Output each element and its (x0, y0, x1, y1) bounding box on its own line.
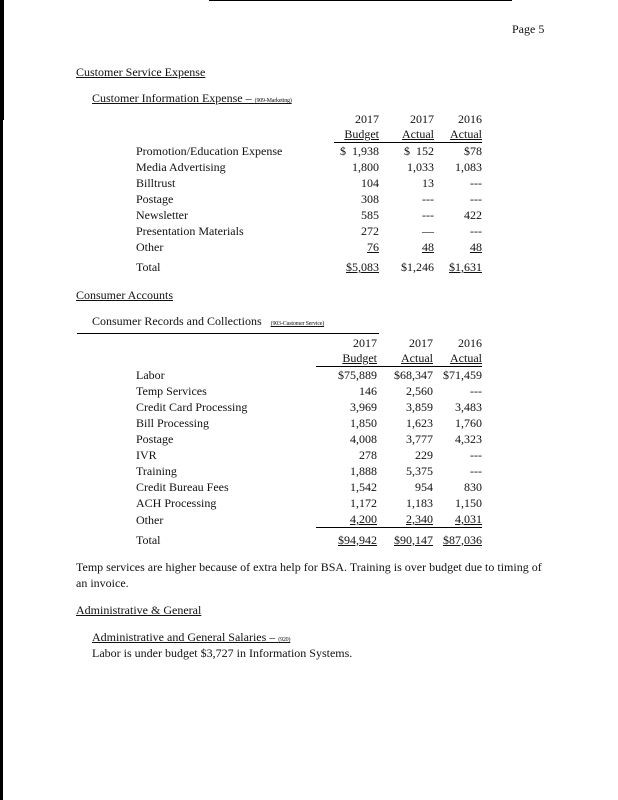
subheading-consumer-records (92, 314, 324, 329)
row-label: Promotion/Education Expense (136, 144, 283, 158)
row-label: Other (136, 240, 164, 254)
table-row (136, 367, 482, 384)
row-label: Credit Bureau Fees (136, 480, 229, 494)
cell-budget: $ 1,938 (340, 144, 379, 158)
cell-actual-2016: --- (470, 192, 482, 206)
subheading-text: Administrative and General Salaries – (92, 630, 279, 644)
total-budget: $5,083 (346, 260, 379, 274)
col-year: 2016 (458, 336, 482, 350)
subheading-code: (903-Customer Service) (270, 321, 325, 327)
cell-actual-2016: 1,083 (455, 160, 482, 174)
subheading-code: (920) (278, 637, 291, 643)
table-total-row (136, 528, 482, 548)
scan-top-rule (209, 0, 512, 1)
cell-actual-2017: --- (422, 192, 434, 206)
customer-information-expense-table (136, 112, 482, 275)
row-label: Labor (136, 368, 165, 382)
column-year-row (136, 336, 482, 351)
col-year: 2017 (409, 336, 433, 350)
cell-actual-2016: 4,031 (455, 512, 482, 526)
cell-budget: 1,172 (350, 496, 377, 510)
col-year: 2017 (410, 112, 434, 126)
cell-budget: $75,889 (338, 368, 377, 382)
cell-actual-2017: 48 (422, 240, 434, 254)
table-row (136, 447, 482, 463)
row-label: Other (136, 512, 164, 527)
cell-actual-2016: 1,760 (455, 416, 482, 430)
row-label: Postage (136, 432, 174, 446)
cell-budget: 1,888 (350, 464, 377, 478)
table-row (136, 511, 482, 528)
cell-actual-2016: 1,150 (455, 496, 482, 510)
table-row (136, 383, 482, 399)
cell-actual-2017: 5,375 (406, 464, 433, 478)
cell-actual-2016: 4,323 (455, 432, 482, 446)
row-label: Newsletter (136, 208, 188, 222)
cell-actual-2016: --- (470, 448, 482, 462)
total-budget: $94,942 (338, 532, 377, 547)
col-label-budget: Budget (342, 351, 377, 365)
cell-actual-2017: 954 (415, 480, 433, 494)
cell-actual-2017: 2,340 (406, 512, 433, 526)
section-divider (77, 333, 379, 334)
cell-budget: 1,850 (350, 416, 377, 430)
cell-budget: 104 (361, 176, 379, 190)
table-row (136, 223, 482, 239)
total-actual-2016: $87,036 (443, 532, 482, 547)
cell-actual-2017: 1,623 (406, 416, 433, 430)
cell-actual-2016: --- (470, 176, 482, 190)
table-row (136, 159, 482, 175)
cell-actual-2016: 422 (464, 208, 482, 222)
cell-actual-2016: 830 (464, 480, 482, 494)
table-row (136, 463, 482, 479)
subheading-text: Consumer Records and Collections (92, 314, 262, 328)
col-label-actual-2016: Actual (450, 127, 482, 141)
row-label: Media Advertising (136, 160, 226, 174)
scan-left-border-thick (2, 0, 4, 120)
row-label: Temp Services (136, 384, 207, 398)
table-row (136, 431, 482, 447)
col-label-budget: Budget (344, 127, 379, 141)
consumer-records-table (136, 336, 482, 548)
table-row (136, 399, 482, 415)
cell-actual-2016: 3,483 (455, 400, 482, 414)
cell-actual-2016: --- (470, 384, 482, 398)
row-label: ACH Processing (136, 496, 217, 510)
cell-actual-2016: 48 (470, 240, 482, 254)
section-heading-admin-general: Administrative & General (76, 603, 202, 617)
total-actual-2016: $1,631 (449, 260, 482, 274)
table-row (136, 479, 482, 495)
cell-budget: 308 (361, 192, 379, 206)
row-label: Presentation Materials (136, 224, 244, 238)
cell-actual-2017: --- (422, 208, 434, 222)
table-row (136, 191, 482, 207)
cell-budget: 146 (359, 384, 377, 398)
col-label-actual-2017: Actual (401, 351, 433, 365)
section-heading-consumer-accounts: Consumer Accounts (76, 288, 173, 302)
col-label-actual-2017: Actual (402, 127, 434, 141)
cell-budget: 1,542 (350, 480, 377, 494)
row-label: Bill Processing (136, 416, 210, 430)
total-actual-2017: $90,147 (394, 532, 433, 547)
total-label: Total (136, 532, 161, 547)
cell-actual-2017: 3,777 (406, 432, 433, 446)
table-row (136, 495, 482, 511)
cell-actual-2016: $78 (464, 144, 482, 158)
cell-budget: 585 (361, 208, 379, 222)
cell-actual-2017: 1,183 (406, 496, 433, 510)
cell-budget: 76 (367, 240, 379, 254)
consumer-accounts-note: Temp services are higher because of extra help for BSA. Training is over budget due to timing of an invoice. (76, 560, 542, 590)
cell-budget: 4,008 (350, 432, 377, 446)
cell-budget: 4,200 (350, 512, 377, 526)
subheading-admin-general-salaries (92, 630, 290, 645)
cell-budget: 272 (361, 224, 379, 238)
table-row (136, 415, 482, 431)
col-year: 2017 (353, 336, 377, 350)
cell-actual-2017: 13 (422, 176, 434, 190)
table-total-row (136, 255, 482, 275)
table-row (136, 207, 482, 223)
col-year: 2016 (458, 112, 482, 126)
row-label: Postage (136, 192, 174, 206)
row-label: Training (136, 464, 177, 478)
column-label-row (136, 351, 482, 367)
row-label: Credit Card Processing (136, 400, 248, 414)
column-label-row (136, 127, 482, 143)
cell-actual-2017: 229 (415, 448, 433, 462)
subheading-customer-information-expense (92, 91, 292, 106)
scan-left-border (0, 0, 3, 800)
cell-actual-2017: $68,347 (394, 368, 433, 382)
table-row (136, 175, 482, 191)
row-label: Billtrust (136, 176, 176, 190)
table-row (136, 143, 482, 160)
cell-budget: 3,969 (350, 400, 377, 414)
cell-actual-2016: $71,459 (443, 368, 482, 382)
cell-actual-2017: 2,560 (406, 384, 433, 398)
cell-actual-2017: 1,033 (407, 160, 434, 174)
cell-budget: 1,800 (352, 160, 379, 174)
table-row (136, 239, 482, 255)
admin-general-note: Labor is under budget $3,727 in Information Systems. (92, 646, 353, 660)
cell-actual-2017: — (422, 224, 434, 238)
cell-actual-2017: 3,859 (406, 400, 433, 414)
cell-actual-2017: $ 152 (404, 144, 434, 158)
col-year: 2017 (355, 112, 379, 126)
column-year-row (136, 112, 482, 127)
row-label: IVR (136, 448, 157, 462)
cell-actual-2016: --- (470, 224, 482, 238)
subheading-text: Customer Information Expense – (92, 91, 255, 105)
total-label: Total (136, 260, 161, 274)
page-number: Page 5 (512, 22, 545, 36)
total-actual-2017: $1,246 (401, 260, 434, 274)
subheading-code: (909-Marketing) (254, 98, 292, 104)
section-heading-customer-service: Customer Service Expense (76, 65, 206, 79)
cell-actual-2016: --- (470, 464, 482, 478)
cell-budget: 278 (359, 448, 377, 462)
col-label-actual-2016: Actual (450, 351, 482, 365)
